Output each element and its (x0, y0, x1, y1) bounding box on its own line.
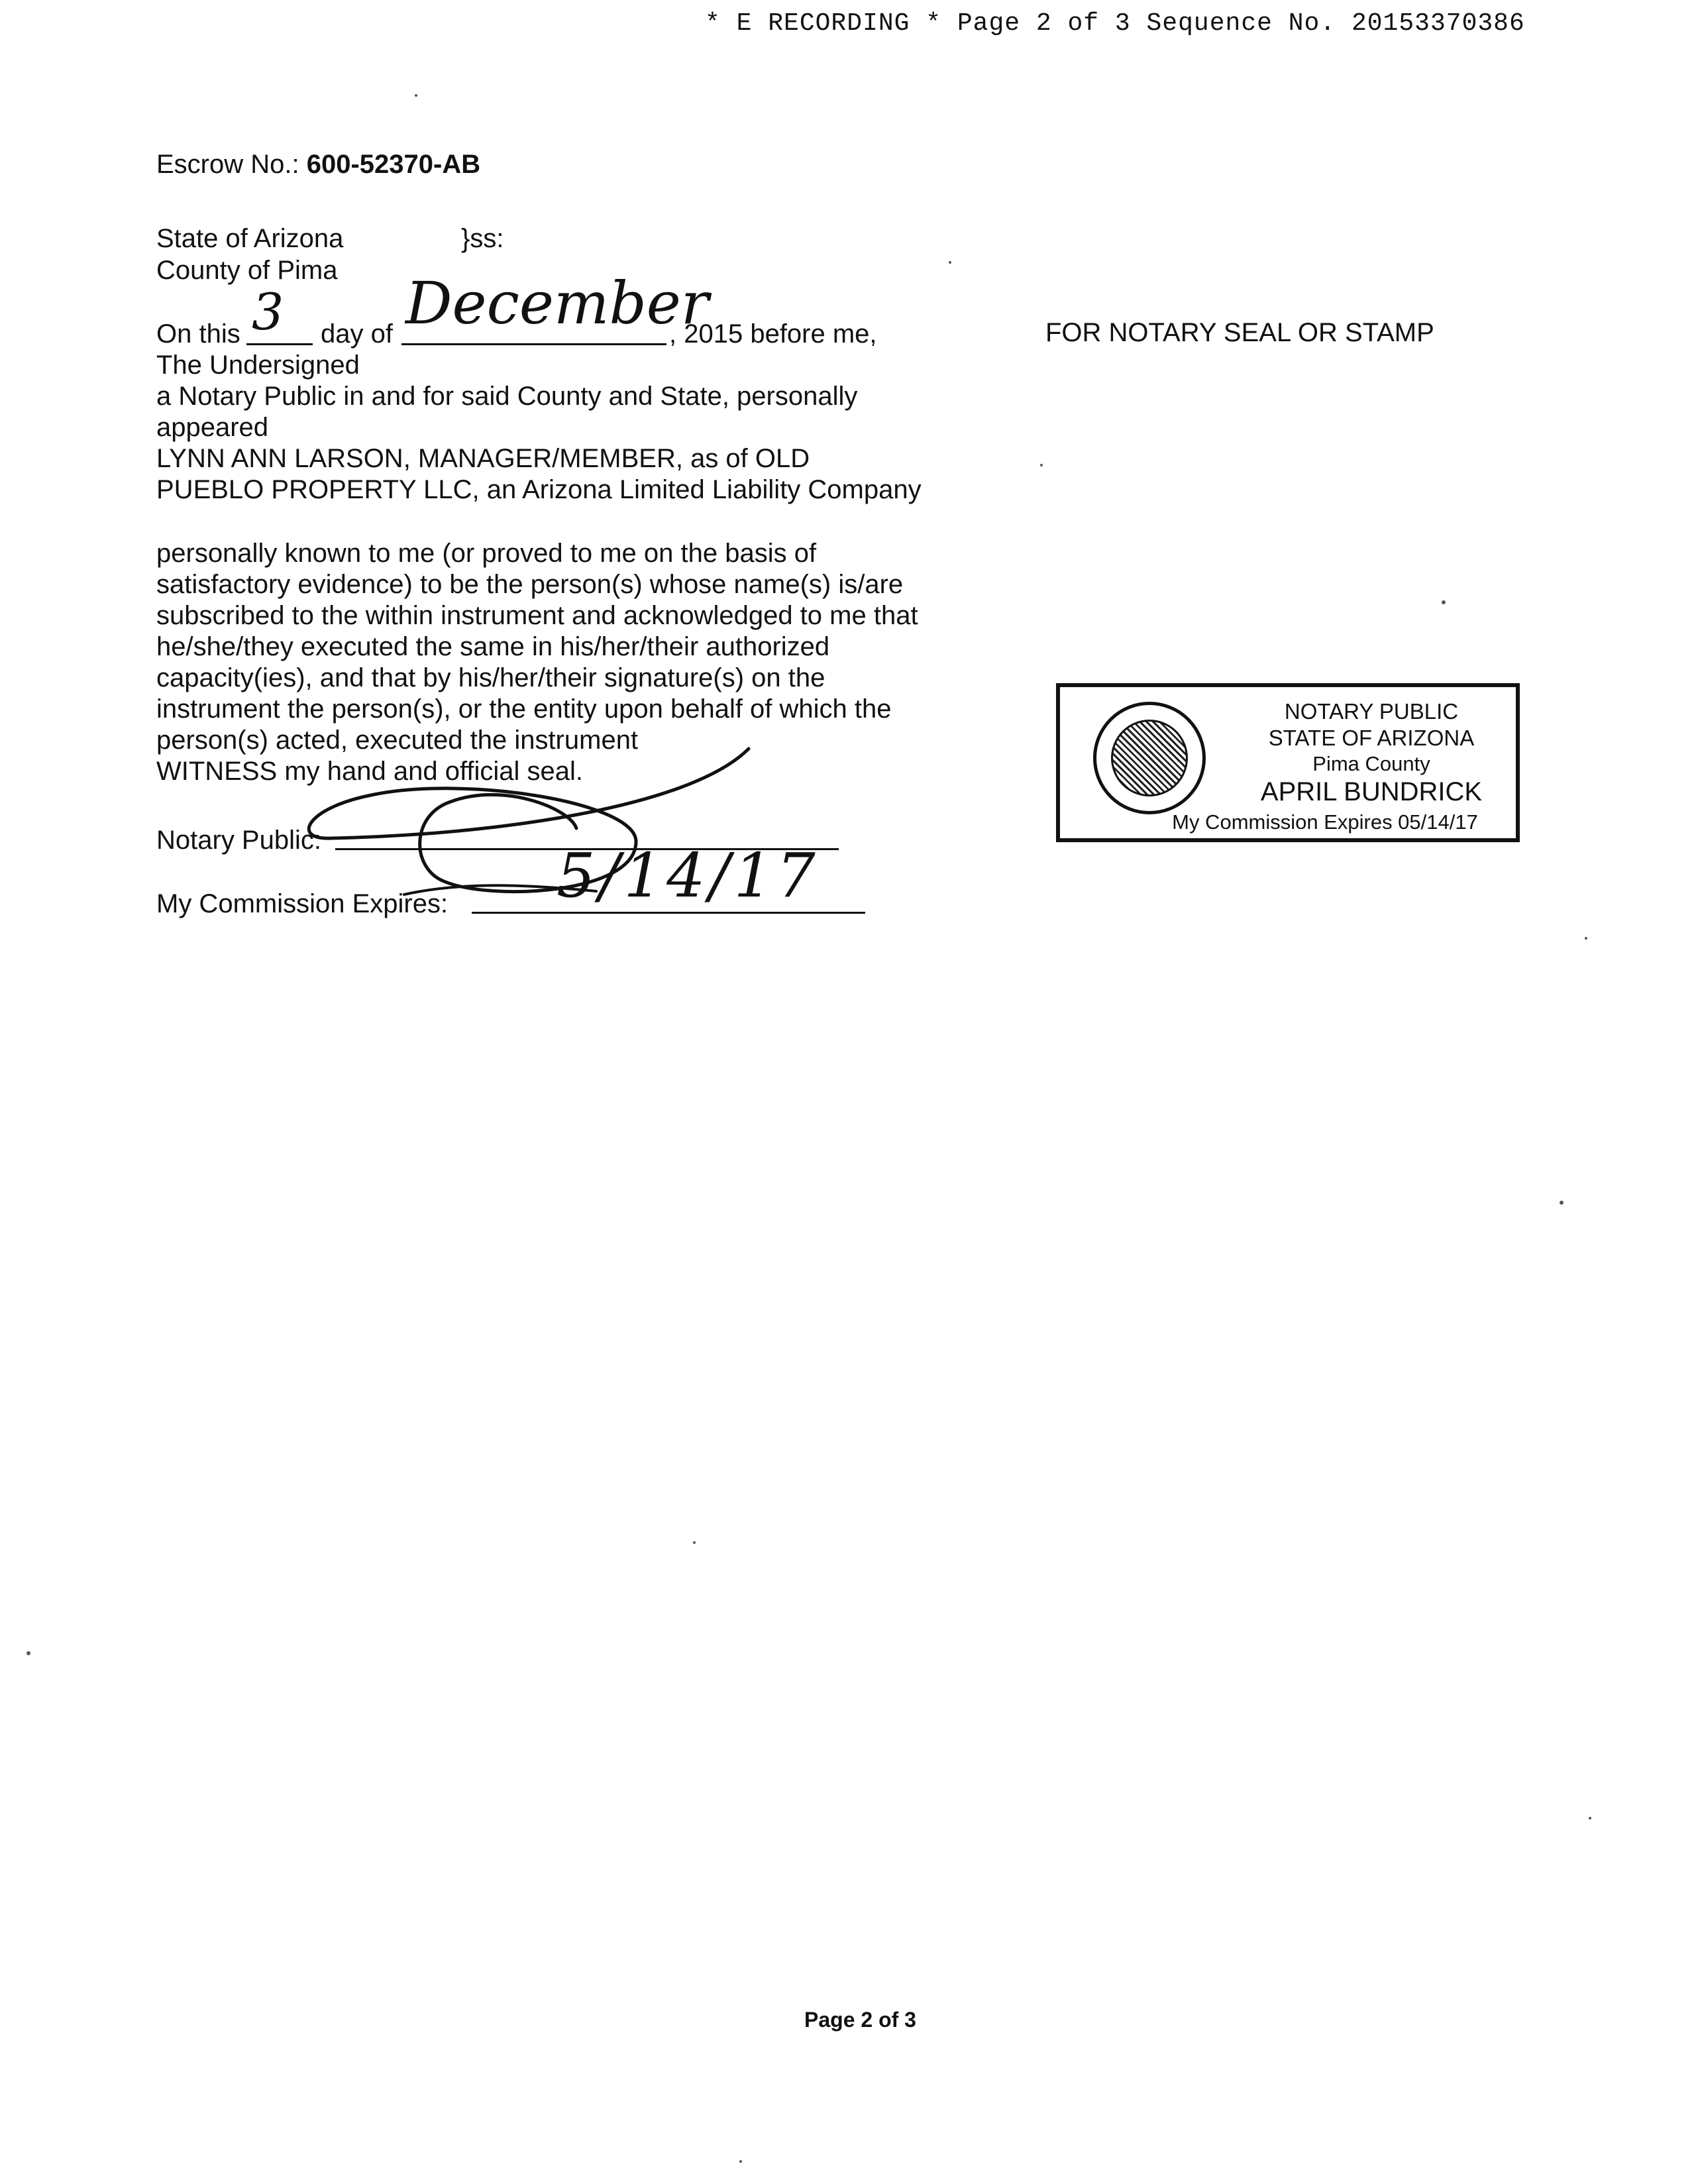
stamp-commission-expires: My Commission Expires 05/14/17 (1172, 810, 1478, 834)
paragraph-line: personally known to me (or proved to me on the basis of (156, 539, 817, 568)
paragraph-line: he/she/they executed the same in his/her/their authorized (156, 632, 830, 661)
venue-ss: }ss: (461, 224, 504, 253)
ack-line: appeared (156, 413, 269, 442)
scan-speck (415, 94, 417, 97)
venue-county: County of Pima (156, 256, 338, 285)
state-seal-icon (1093, 702, 1206, 814)
paragraph-line: subscribed to the within instrument and acknowledged to me that (156, 601, 918, 630)
on-this-label: On this (156, 319, 240, 349)
paragraph-line: instrument the person(s), or the entity upon behalf of which the (156, 694, 892, 724)
recording-header: * E RECORDING * Page 2 of 3 Sequence No. 20153370386 (705, 9, 1525, 38)
month-handwritten: December (405, 269, 709, 337)
commission-expires-handwritten: 5/14/17 (556, 840, 820, 911)
paragraph-line: person(s) acted, executed the instrument (156, 726, 639, 755)
ack-line: PUEBLO PROPERTY LLC, an Arizona Limited Liability Company (156, 475, 922, 504)
scan-speck (26, 1651, 30, 1655)
scan-speck (1560, 1201, 1564, 1205)
notary-public-label: Notary Public: (156, 826, 321, 855)
escrow-line (156, 148, 480, 180)
day-of-label: day of (321, 319, 393, 349)
year-text: , 2015 before me, (669, 319, 877, 349)
scan-speck (949, 261, 951, 264)
scan-speck (1442, 600, 1446, 604)
scan-speck (1585, 937, 1587, 940)
scan-speck (693, 1541, 696, 1544)
paragraph-line: satisfactory evidence) to be the person(s) whose name(s) is/are (156, 570, 904, 599)
month-underline (401, 343, 666, 345)
escrow-label: Escrow No.: (156, 150, 299, 179)
scan-speck (1589, 1817, 1591, 1820)
venue-state: State of Arizona (156, 224, 344, 253)
stamp-line-notary: NOTARY PUBLIC (1284, 699, 1459, 724)
seal-area-label: FOR NOTARY SEAL OR STAMP (1045, 318, 1434, 347)
stamp-notary-name: APRIL BUNDRICK (1260, 777, 1483, 806)
state-seal-center (1111, 720, 1188, 796)
ack-line: a Notary Public in and for said County and State, personally (156, 382, 858, 411)
notary-stamp (1056, 683, 1520, 842)
acknowledgment-lines (156, 350, 922, 506)
stamp-line-state: STATE OF ARIZONA (1268, 726, 1475, 750)
page-footer: Page 2 of 3 (804, 2008, 916, 2032)
day-handwritten: 3 (252, 282, 284, 341)
paragraph-line: capacity(ies), and that by his/her/their signature(s) on the (156, 663, 825, 692)
day-underline (246, 343, 313, 345)
paragraph-line: WITNESS my hand and official seal. (156, 757, 583, 786)
commission-expires-label: My Commission Expires: (156, 889, 449, 918)
stamp-line-county: Pima County (1312, 752, 1430, 775)
scan-speck (1040, 464, 1043, 466)
ack-line: LYNN ANN LARSON, MANAGER/MEMBER, as of OLD (156, 444, 810, 473)
scan-speck (739, 2160, 742, 2163)
ack-line: The Undersigned (156, 351, 360, 380)
notary-signature-icon (292, 729, 768, 928)
escrow-number: 600-52370-AB (306, 150, 481, 179)
